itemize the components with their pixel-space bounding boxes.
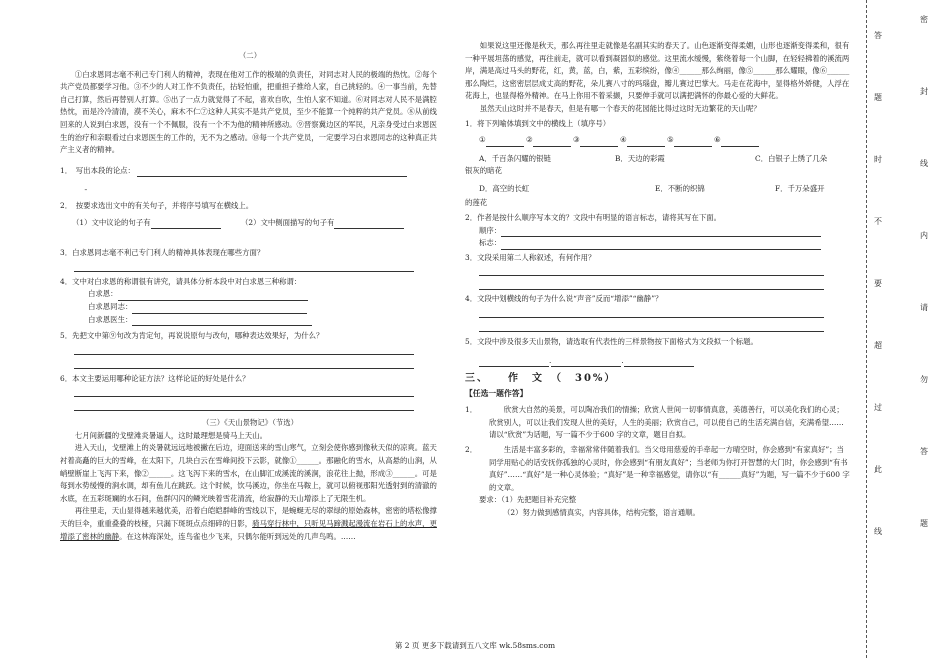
topic-1-text: 欣赏大自然的美景，可以陶冶我们的情操；欣赏人世间一切事情真意，美德善行，可以美化我们的心灵；欣赏别人，可以让我们发现人世的美好，人生的美丽；欣赏自己，可以使自己的生活充满自信，充满希望……请以“欣赏”为话题，写一篇不少于600 字的文章，题目自拟。 — [489, 405, 844, 440]
passage-right-1: 如果说这里还像是秋天，那么再往里走就像是名副其实的春天了。山色逐渐变得柔媚，山形也逐渐变得柔和，很有一种平展坦荡的感觉，再往前走，就可以看到凝固似的感觉。这里流水缓慢，紫绕着每一个山脚，在轻轻拂着的溪流两岸，满是高过马头的野花，红，黄，蓝，白，紫，五彩缤纷，像④______那么绚丽，像⑤______那么耀眼，像⑥______那么陶烂，这密密层层成丈高的野花，朵儿赛八寸的玛瑙盘，瓣儿赛过巴掌大。马走在花海中，显得格外娇健，人浮在花海上，也显得格外精神。在马上你用不着采撷，只要伸手就可以满把满怀的你最心爱的大鲜花。 — [465, 41, 850, 101]
q2b-answer-line[interactable] — [334, 219, 404, 229]
blank-3: ③ — [573, 135, 580, 145]
binding-left-char: 此 — [874, 465, 882, 474]
binding-right-char: 内 — [920, 231, 928, 240]
binding-right-char: 请 — [920, 303, 928, 312]
options-row-1 — [465, 153, 850, 165]
option-a: A．千百条闪耀的银链 — [479, 153, 551, 163]
blank-1: ① — [479, 135, 486, 145]
title-line-1[interactable] — [479, 357, 549, 367]
r-q4: 4．文段中划横线的句子为什么说“声音”反而“增添”“幽静”？ — [465, 294, 663, 304]
r-q5: 5．文段中涉及很多天山景物，请选取有代表性的三样景物按下面格式为文段拟一个标题。 — [465, 336, 758, 346]
q4-items — [60, 288, 440, 326]
q4-line-2[interactable] — [132, 304, 307, 314]
r-q2-mark — [465, 237, 850, 250]
blank-4-line[interactable] — [627, 137, 665, 147]
left-column: （二） ①白求恩同志毫不利己专门利人的精神，表现在他对工作的极端的负责任，对同志对人民的极端的热忱。②每个共产党员都要学习他。③不少的人对工作不负责任，拈轻怕重，把重担子推给人家，自己挑轻的。④一事当前，先替自己打算，然后再替别人打算。⑤出了一点力就觉得了不起，喜欢自吹，生怕人家不知道。⑥对同志对人民不是满腔热忱，而是冷冷清清，漠不关心，麻木不仁⑦这种人其实不是共产党员，至少不能算一个纯粹的共产党员。⑧从前线回来的人说到白求恩，没有一个不佩服，没有一个不为他的精神所感动。⑨晋察冀边区的军民，凡亲身受过白求恩医生的治疗和亲眼看过白求恩医生的工作的，无不为之感动。⑩每一个共产党员，一定要学习白求恩同志的这种真正共产主义者的精神。 1． 写出本段的论点： ˍ 2． 按要求选出文中的有关句子，并将序号填写在横线上。 （1）文中议论的句子有 （2）文中侧面描写的句子有 3．白求恩同志毫不利己专门利人的精神具体表现在哪些方面？ 4．文中对白求恩的称谓很有讲究，请具体分析本段中对白求恩三种称谓： 白求恩： 白求恩同志： 白求恩医生： 5．先把文中第⑨句改为肯定句，再说说原句与改句，哪种表达效果好，为什么？ 6．本文主要运用哪种论证方法？这样论证的好处是什么？ （三）《天山景物记》（节选） 七月间新疆的戈壁滩炎暑逼人，这时最理想是骑马上天山。 进入天山，戈壁滩上的炎暑就远远地被撇在后边，迎面送来的雪山寒气，立刻会使你感到像秋天似的凉爽。蓝天衬着高矗的巨大的雪峰，在太阳下，几块白云在雪峰间投下云影，就像①______。那融化的雪水，从高悬的山涧，从峭壁断崖上飞泻下来，像②______。这飞泻下来的雪水，在山脚汇成溪流的溪涧，浪花往上抛，形成③______。可是每到水势缓慢的涧水调，却有鱼儿在跳跃。这个时候，饮马溪边，你坐在马鞍上，就可以俯视那阳光透射到的清澈的水底，在五彩斑斓的水石间，鱼群闪闪的鳞光映着雪花清流，给寂静的天山增添上了无限生机。 再往里走，天山显得越来越优美，沿着白皑皑群峰的雪线以下，是蜿蜒无尽的翠绿的原始森林，密密的塔松像撑天的巨伞，重重叠叠的枝桠，只漏下斑斑点点细碎的日影，骑马穿行林中，只听见马蹄溅起漫流在岩石上的水声，更增添了密林的幽静。在这林海深处，连鸟雀也少飞来，只偶尔能听到远处的几声鸟鸣。…… — [60, 50, 440, 543]
q2-parts — [60, 217, 440, 230]
r-q1-blanks — [465, 134, 850, 147]
binding-right-char: 线 — [920, 159, 928, 168]
topic-2-num: 2． — [465, 445, 478, 455]
passage3-c-pre: 再往里走，天山显得越来越优美，沿着白皑皑群峰的雪线以下，是蜿蜒无尽的翠绿的原始森林，密密的塔松像撑天的巨伞，重重叠叠的枝桠，只漏下斑斑点点细碎的日影， — [60, 506, 437, 529]
topic-1 — [465, 404, 850, 442]
q5-answer-line-2[interactable] — [74, 358, 414, 369]
passage3-c-post: 。在这林海深处，连鸟雀也少飞来，只偶尔能听到远处的几声鸟鸣。…… — [119, 531, 356, 541]
binding-left-char: 过 — [874, 403, 882, 412]
option-c: C．白银子上绣了几朵 — [755, 153, 828, 163]
blank-4: ④ — [620, 135, 627, 145]
q6-answer-line-2[interactable] — [74, 400, 414, 411]
q5: 5．先把文中第⑨句改为肯定句，再说说原句与改句，哪种表达效果好，为什么？ — [60, 331, 324, 341]
q1 — [60, 165, 440, 178]
binding-right-char: 勿 — [920, 375, 928, 384]
options-row-2 — [465, 183, 850, 195]
passage3-b: 进入天山，戈壁滩上的炎暑就远远地被撇在后边，迎面送来的雪山寒气，立刻会使你感到像秋天似的凉爽。蓝天衬着高矗的巨大的雪峰，在太阳下，几块白云在雪峰间投下云影，就像①______。那融化的雪水，从高悬的山涧，从峭壁断崖上飞泻下来，像②______。这飞泻下来的雪水，在山脚汇成溪流的溪涧，浪花往上抛，形成③______。可是每到水势缓慢的涧水调，却有鱼儿在跳跃。这个时候，饮马溪边，你坐在马鞍上，就可以俯视那阳光透射到的清澈的水底，在五彩斑斓的水石间，鱼群闪闪的鳞光映着雪花清流，给寂静的天山增添上了无限生机。 — [60, 443, 437, 503]
blank-6: ⑥ — [714, 135, 721, 145]
q4-line-1[interactable] — [118, 291, 308, 301]
binding-right-char: 密 — [920, 15, 928, 24]
requirements-1: 要求：（1）先把题目补充完整 — [479, 495, 577, 505]
q6-answer-line-1[interactable] — [74, 386, 414, 397]
q2a-answer-line[interactable] — [151, 219, 221, 229]
blank-2-line[interactable] — [533, 137, 571, 147]
binding-right-char: 答 — [920, 447, 928, 456]
r-q3-line-1[interactable] — [479, 265, 824, 276]
q6: 6．本文主要运用哪种论证方法？这样论证的好处是什么？ — [60, 373, 250, 383]
q4-line-3[interactable] — [132, 316, 312, 326]
option-f-cont: 的莲花 — [465, 198, 488, 208]
blank-1-line[interactable] — [486, 137, 524, 147]
r-q3: 3．文段采用第二人称叙述，有何作用？ — [465, 252, 596, 262]
q4-item-3: 白求恩医生： — [88, 314, 133, 324]
q2a-text: （1）文中议论的句子有 — [72, 217, 151, 227]
option-b: B．天边的彩霞 — [615, 153, 665, 163]
option-c-cont: 银灰的暗花 — [465, 165, 502, 175]
blank-5: ⑤ — [667, 135, 674, 145]
r-q5-title-lines: . . — [465, 355, 850, 368]
page-footer: 第 2 页 更多下载请到五八文库 wk.58sms.com — [394, 641, 556, 650]
option-f: F．千万朵盛开 — [775, 184, 825, 194]
r-q1: 1．将下列喻体填到文中的横线上（填序号） — [465, 118, 611, 128]
choose-one-note: 【任选一题作答】 — [465, 388, 528, 398]
r-q2-order — [465, 225, 850, 238]
blank-5-line[interactable] — [674, 137, 712, 147]
section2-title: （二） — [238, 51, 262, 60]
q1-text: 1． 写出本段的论点： — [60, 165, 135, 175]
title-line-2[interactable] — [551, 357, 621, 367]
q4: 4．文中对白求恩的称谓很有讲究，请具体分析本段中对白求恩三种称谓： — [60, 276, 302, 286]
mark-line[interactable] — [501, 240, 821, 250]
blank-3-line[interactable] — [580, 137, 618, 147]
binding-left-char: 超 — [874, 341, 882, 350]
q3-answer-line[interactable] — [74, 261, 414, 272]
title-line-3[interactable] — [624, 357, 694, 367]
blank-6-line[interactable] — [721, 137, 759, 147]
topic-2-text: 生活是丰富多彩的，幸福常常伴随着我们。当父母用慈爱的手牵起一方晴空时，你会感到“有家真好”；当同学用贴心的话安抚你孤独的心灵时，你会感到“有朋友真好”；当老师为你打开智慧的大门时，你会感到“有书真好”……“真好”是一种心灵体验；“真好”是一种幸福感觉，请你以“有______真好”为题，写一篇不少于600 字的文章。 — [489, 445, 850, 492]
section3-title: （三）《天山景物记》（节选） — [201, 418, 299, 428]
binding-right-char: 题 — [920, 519, 928, 528]
q1-answer-line[interactable] — [137, 167, 407, 177]
q2b-text: （2）文中侧面描写的句子有 — [240, 217, 335, 227]
order-label: 顺序： — [479, 225, 502, 235]
binding-dashed-line — [866, 0, 868, 658]
binding-left-char: 不 — [874, 217, 882, 226]
underlined-sentence: 骑马穿行林中，只听见马蹄溅起漫流在岩石上的水声，更增添了密林的幽静 — [60, 519, 437, 541]
q5-answer-line-1[interactable] — [74, 344, 414, 355]
passage3-c — [60, 505, 440, 543]
option-e: E．不断的织锦 — [655, 184, 705, 194]
binding-left-char: 线 — [874, 527, 882, 536]
q4-item-1: 白求恩： — [88, 289, 118, 299]
topic-1-num: 1． — [465, 405, 478, 415]
r-q4-line-1[interactable] — [479, 307, 824, 318]
passage3-a: 七月间新疆的戈壁滩炎暑逼人，这时最理想是骑马上天山。 — [74, 430, 267, 440]
binding-right-char: 封 — [920, 87, 928, 96]
topic-2 — [465, 444, 850, 494]
q2: 2． 按要求选出文中的有关句子，并将序号填写在横线上。 — [60, 200, 254, 210]
q3: 3．白求恩同志毫不利己专门利人的精神具体表现在哪些方面？ — [60, 248, 265, 258]
binding-left-char: 题 — [874, 93, 882, 102]
order-line[interactable] — [501, 227, 821, 237]
requirements-2: （2）努力做到感情真实，内容具体，结构完整，语言通顺。 — [503, 508, 700, 518]
r-q4-line-2[interactable] — [479, 321, 824, 332]
passage-right-2: 虽然天山这时并不是春天，但是有哪一个春天的花园能比得过这时无边繁花的天山呢？ — [479, 103, 761, 113]
binding-left-char: 时 — [874, 155, 882, 164]
blank-2: ② — [526, 135, 533, 145]
passage2: ①白求恩同志毫不利己专门利人的精神，表现在他对工作的极端的负责任，对同志对人民的极端的热忱。②每个共产党员都要学习他。③不少的人对工作不负责任，拈轻怕重，把重担子推给人家，自己挑轻的。④一事当前，先替自己打算，然后再替别人打算。⑤出了一点力就觉得了不起，喜欢自吹，生怕人家不知道。⑥对同志对人民不是满腔热忱，而是冷冷清清，漠不关心，麻木不仁⑦这种人其实不是共产党员，至少不能算一个纯粹的共产党员。⑧从前线回来的人说到白求恩，没有一个不佩服，没有一个不为他的精神所感动。⑨晋察冀边区的军民，凡亲身受过白求恩医生的治疗和亲眼看过白求恩医生的工作的，无不为之感动。⑩每一个共产党员，一定要学习白求恩同志的这种真正共产主义者的精神。 — [60, 69, 437, 155]
right-column — [465, 40, 850, 520]
option-d: D．高空的长虹 — [479, 184, 530, 194]
r-q3-line-2[interactable] — [479, 279, 824, 290]
binding-left-char: 要 — [874, 279, 882, 288]
q4-item-2: 白求恩同志： — [88, 301, 133, 311]
r-q2: 2．作者是按什么顺序写本文的？文段中有明显的语言标志，请将其写在下面。 — [465, 212, 721, 222]
binding-left-char: 答 — [874, 31, 882, 40]
composition-heading: 三、 作 文 （ 30%） — [465, 373, 617, 385]
mark-label: 标志： — [479, 238, 502, 248]
